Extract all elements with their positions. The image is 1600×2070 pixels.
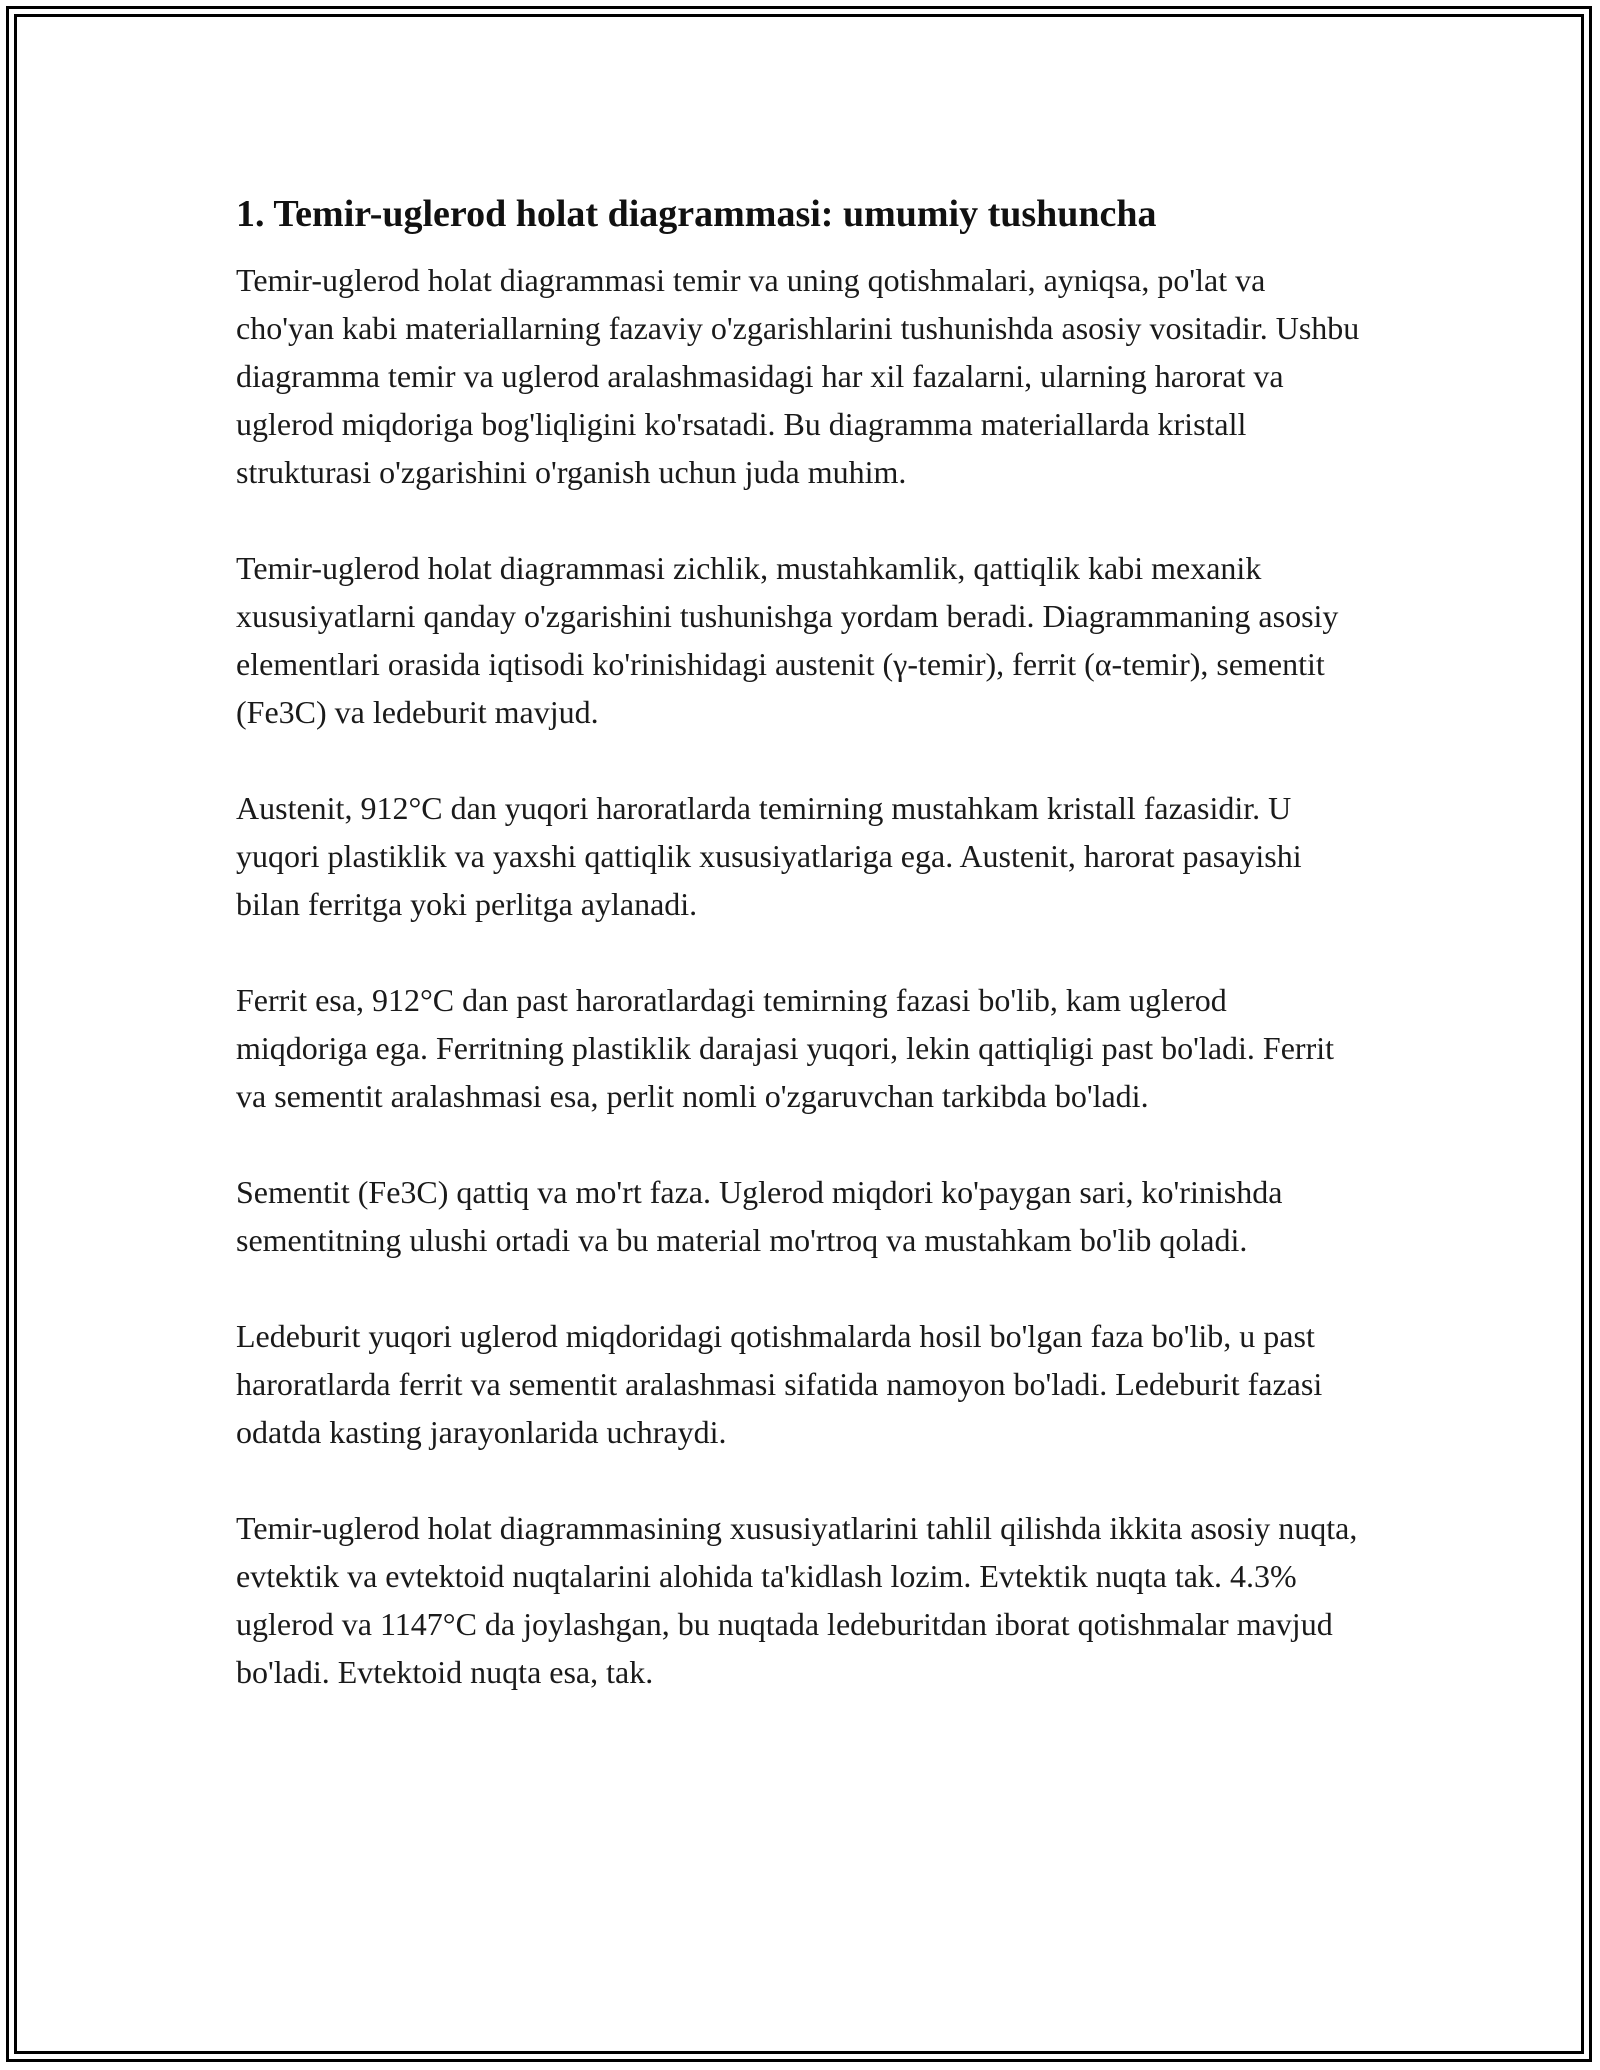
paragraph-cementite: Sementit (Fe3C) qattiq va mo'rt faza. Uglerod miqdori ko'paygan sari, ko'rinishda sementitning ulushi ortadi va bu material mo'rtroq va mustahkam bo'lib qoladi. — [236, 1174, 1283, 1258]
paragraph-ferrite: Ferrit esa, 912°C dan past haroratlardagi temirning fazasi bo'lib, kam uglerod miqdoriga ega. Ferritning plastiklik darajasi yuqori, lekin qattiqligi past bo'ladi. Ferrit va sementit aralashmasi esa, perlit nomli o'zgaruvchan tarkibda bo'ladi. — [236, 982, 1334, 1114]
paragraph-intro: Temir-uglerod holat diagrammasi temir va uning qotishmalari, ayniqsa, po'lat va cho'yan kabi materiallarning fazaviy o'zgarishlarini tushunishda asosiy vositadir. Ushbu diagramma temir va uglerod aralashmasidagi har xil fazalarni, ularning harorat va uglerod miqdoriga bog'liqligini ko'rsatadi. Bu diagramma materiallarda kristall strukturasi o'zgarishini o'rganish uchun juda muhim. — [236, 262, 1360, 490]
paragraph-eutectic-points: Temir-uglerod holat diagrammasining xususiyatlarini tahlil qilishda ikkita asosiy nuqta, evtektik va evtektoid nuqtalarini alohida ta'kidlash lozim. Evtektik nuqta tak. 4.3% uglerod va 1147°C da joylashgan, bu nuqtada ledeburitdan iborat qotishmalar mavjud bo'ladi. Evtektoid nuqta esa, tak. — [236, 1510, 1358, 1690]
document-body — [236, 186, 1366, 1696]
paragraph-austenite: Austenit, 912°C dan yuqori haroratlarda temirning mustahkam kristall fazasidir. U yuqori plastiklik va yaxshi qattiqlik xususiyatlariga ega. Austenit, harorat pasayishi bilan ferritga yoki perlitga aylanadi. — [236, 790, 1302, 922]
section-title: 1. Temir-uglerod holat diagrammasi: umumiy tushuncha — [236, 193, 1157, 235]
paragraph-ledeburite: Ledeburit yuqori uglerod miqdoridagi qotishmalarda hosil bo'lgan faza bo'lib, u past haroratlarda ferrit va sementit aralashmasi sifatida namoyon bo'ladi. Ledeburit fazasi odatda kasting jarayonlarida uchraydi. — [236, 1318, 1323, 1450]
paragraph-mechanical-properties: Temir-uglerod holat diagrammasi zichlik, mustahkamlik, qattiqlik kabi mexanik xususiyatlarni qanday o'zgarishini tushunishga yordam beradi. Diagrammaning asosiy elementlari orasida iqtisodi ko'rinishidagi austenit (γ-temir), ferrit (α-temir), sementit (Fe3C) va ledeburit mavjud. — [236, 550, 1339, 730]
